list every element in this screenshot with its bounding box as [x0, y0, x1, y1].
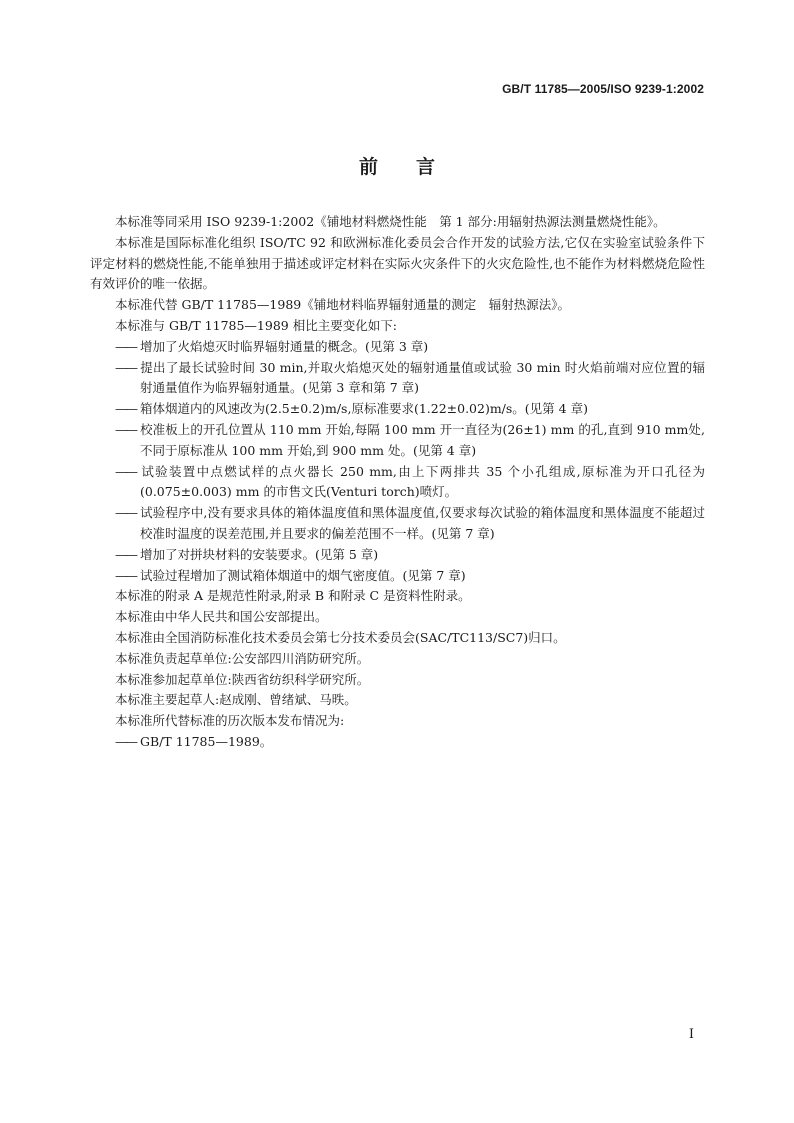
dash-glyph: —— [115, 567, 136, 583]
list-item [90, 337, 705, 358]
paragraph-annexes: 本标准的附录 A 是规范性附录,附录 B 和附录 C 是资料性附录。 [115, 588, 471, 604]
list-item [90, 503, 705, 545]
paragraph-history-intro: 本标准所代替标准的历次版本发布情况为: [115, 713, 345, 729]
list-item [90, 420, 705, 462]
standard-code: GB/T 11785—2005/ISO 9239-1:2002 [502, 82, 704, 96]
dash-glyph: —— [115, 421, 136, 437]
dash-glyph: —— [115, 546, 136, 562]
list-item-text: 提出了最长试验时间 30 min,并取火焰熄灭处的辐射通量值或试验 30 min 时火焰前端对应位置的辐射通量值作为临界辐射通量。(见第 3 章和第 7 章) [140, 359, 705, 396]
dash-glyph: —— [115, 359, 136, 375]
dash-glyph: —— [115, 463, 136, 479]
list-item [90, 545, 705, 566]
paragraph-lead-drafter: 本标准负责起草单位:公安部四川消防研究所。 [115, 650, 370, 666]
foreword-body [90, 212, 705, 753]
list-item-text: 增加了火焰熄灭时临界辐射通量的概念。(见第 3 章) [140, 338, 429, 354]
paragraph-proposer: 本标准由中华人民共和国公安部提出。 [115, 609, 328, 625]
list-item-text: 箱体烟道内的风速改为(2.5±0.2)m/s,原标准要求(1.22±0.02)m/s。(见第 4 章) [140, 401, 588, 417]
list-item [90, 566, 705, 587]
list-item [90, 358, 705, 400]
dash-glyph: —— [115, 338, 136, 354]
dash-glyph: —— [115, 401, 136, 417]
history-item-text: GB/T 11785—1989。 [140, 733, 273, 749]
paragraph-adoption: 本标准等同采用 ISO 9239-1:2002《铺地材料燃烧性能 第 1 部分:用辐射热源法测量燃烧性能》。 [115, 214, 666, 229]
history-item [90, 732, 705, 753]
list-item-text: 增加了对拼块材料的安装要求。(见第 5 章) [140, 546, 379, 562]
paragraph-authors: 本标准主要起草人:赵成刚、曾绪斌、马昳。 [115, 692, 357, 708]
list-item-text: 试验过程增加了测试箱体烟道中的烟气密度值。(见第 7 章) [140, 567, 466, 583]
dash-glyph: —— [115, 733, 136, 749]
paragraph-committee: 本标准由全国消防标准化技术委员会第七分技术委员会(SAC/TC113/SC7)归口。 [115, 629, 566, 645]
page-title: 前言 [358, 156, 473, 178]
paragraph-scope: 本标准是国际标准化组织 ISO/TC 92 和欧洲标准化委员会合作开发的试验方法,它仅在实验室试验条件下评定材料的燃烧性能,不能单独用于描述或评定材料在实际火灾条件下的火灾危险性,也不能作为材料燃烧危险性有效评价的唯一依据。 [90, 234, 705, 292]
list-item-text: 试验程序中,没有要求具体的箱体温度值和黑体温度值,仅要求每次试验的箱体温度和黑体温度不能超过校准时温度的误差范围,并且要求的偏差范围不一样。(见第 7 章) [140, 505, 705, 541]
paragraph-participating-drafter: 本标准参加起草单位:陕西省纺织科学研究所。 [115, 671, 370, 687]
paragraph-changes-intro: 本标准与 GB/T 11785—1989 相比主要变化如下: [115, 317, 397, 333]
list-item-text: 校准板上的开孔位置从 110 mm 开始,每隔 100 mm 开一直径为(26±1) mm 的孔,直到 910 mm处,不同于原标准从 100 mm 开始,到 900 mm 处。(见第 4 章) [140, 421, 705, 458]
page-number: I [688, 1027, 694, 1042]
list-item [90, 462, 705, 504]
paragraph-replaces: 本标准代替 GB/T 11785—1989《铺地材料临界辐射通量的测定 辐射热源法》。 [115, 297, 570, 313]
dash-glyph: —— [115, 505, 136, 521]
list-item [90, 399, 705, 420]
list-item-text: 试验装置中点燃试样的点火器长 250 mm,由上下两排共 35 个小孔组成,原标准为开口孔径为(0.075±0.003) mm 的市售文氏(Venturi torch)喷灯。 [140, 463, 705, 500]
